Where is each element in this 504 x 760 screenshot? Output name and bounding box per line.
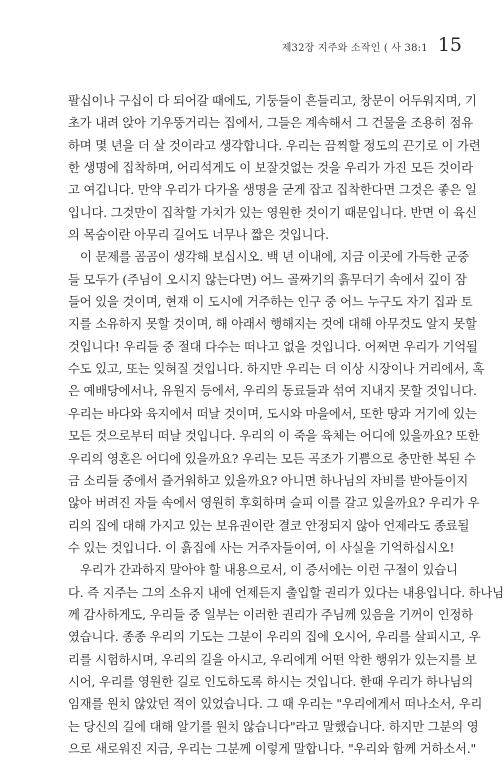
text-line: 초가 내려 앉아 기우뚱거리는 집에서, 그들은 계속해서 그 건물을 조용히 점유 [68,116,473,131]
text-line: 들 모두가 (주님이 오시지 않는다면) 어느 골짜기의 흙무더기 속에서 깊이 잠 [68,272,467,287]
text-line: 였습니다. 종종 우리의 기도는 그분이 우리의 집에 오시어, 우리를 살피시고, 우 [68,630,481,645]
text-line: 한 생명에 집착하며, 어리석게도 이 보잘것없는 것을 우리가 가진 모든 것이라 [68,161,473,176]
paragraph [68,246,485,559]
running-header [282,34,462,56]
text-line: 우리가 간과하지 말아야 할 내용으로서, 이 증서에는 이런 구절이 있습니 [80,563,458,578]
text-line: 의 목숨이란 아무리 길어도 너무나 짧은 것입니다. [68,228,329,243]
text-line: 수 있는 것입니다. 이 흙집에 사는 거주자들이여, 이 사실을 기억하십시오! [68,540,455,555]
text-line: 입니다. 그것만이 집착할 가치가 있는 영원한 것이기 때문입니다. 반면 이 육신 [68,205,477,220]
text-line: 우리의 영혼은 어디에 있을까요? 우리는 모든 곡조가 기쁨으로 충만한 복된 수 [68,451,476,466]
text-line: 임재를 원치 않았던 적이 있었습니다. 그 때 우리는 "우리에게서 떠나소서, 우리 [68,697,483,712]
paragraph [68,90,481,246]
text-line: 팔십이나 구십이 다 되어갈 때에도, 기둥들이 흔들리고, 창문이 어두워지며, 기 [68,94,477,108]
body-text [68,90,504,760]
text-line: 우리는 바다와 육지에서 떠날 것이며, 도시와 마을에서, 또한 땅과 거기에 있는 [68,406,477,421]
text-line: 고 여깁니다. 만약 우리가 다가올 생명을 굳게 잡고 집착한다면 그것은 좋은 일 [68,183,477,198]
text-line: 지를 소유하지 못할 것이며, 해 아래서 행해지는 것에 대해 아무것도 알지 못할 [68,317,477,332]
chapter-title: 제32장 지주와 소작인 ( 사 38:1 [281,43,428,54]
text-line: 것입니다! 우리들 중 절대 다수는 떠나고 없을 것입니다. 어쩌면 우리가 기억될 [68,339,478,354]
text-line: 시어, 우리를 영원한 길로 인도하도록 하시는 것입니다. 한때 우리가 하나님의 [68,674,473,689]
text-line: 수도 있고, 또는 잊혀질 것입니다. 하지만 우리는 더 이상 시장이나 거리에서, 혹 [68,362,485,377]
text-line: 모든 것으로부터 떠날 것입니다. 우리의 이 죽을 육체는 어디에 있을까요? 또한 [68,429,480,444]
text-line: 께 감사하게도, 우리들 중 일부는 이러한 권리가 주님께 있음을 기꺼이 인정하 [68,607,473,622]
text-line: 으로 새로워진 지금, 우리는 그분께 이렇게 말합니다. "우리와 함께 거하소서." [68,741,476,756]
text-line: 은 예배당에서나, 유원지 등에서, 우리의 동료들과 섞여 지내지 못할 것입니다. [68,384,477,399]
paragraph [68,559,504,760]
text-line: 하며 몇 년을 더 살 것이라고 생각합니다. 우리는 끔찍할 정도의 끈기로 이 가련 [68,138,481,153]
text-line: 들어 있을 것이며, 현재 이 도시에 거주하는 인구 중 어느 누구도 자기 집과 토 [68,295,473,310]
page-number: 15 [437,34,462,56]
text-line: 는 당신의 길에 대해 알기를 원치 않습니다"라고 말했습니다. 하지만 그분의 영 [68,719,479,734]
text-line: 이 문제를 곰곰이 생각해 보십시오. 백 년 이내에, 지금 이곳에 가득한 군중 [80,250,470,265]
text-line: 금 소리들 중에서 즐거워하고 있을까요? 아니면 하나님의 자비를 받아들이지 [68,473,469,488]
text-line: 리를 시험하시며, 우리의 길을 아시고, 우리에게 어떤 악한 행위가 있는지를 보 [68,652,477,667]
text-line: 다. 즉 지주는 그의 소유지 내에 언제든지 출입할 권리가 있다는 내용입니다. 하나님 [68,585,504,600]
text-line: 않아 버려진 자들 속에서 영원히 후회하며 슬피 이를 갈고 있을까요? 우리가 우 [68,496,480,511]
text-line: 리의 집에 대해 가지고 있는 보유권이란 결코 안정되지 않아 언제라도 종료될 [68,518,470,533]
